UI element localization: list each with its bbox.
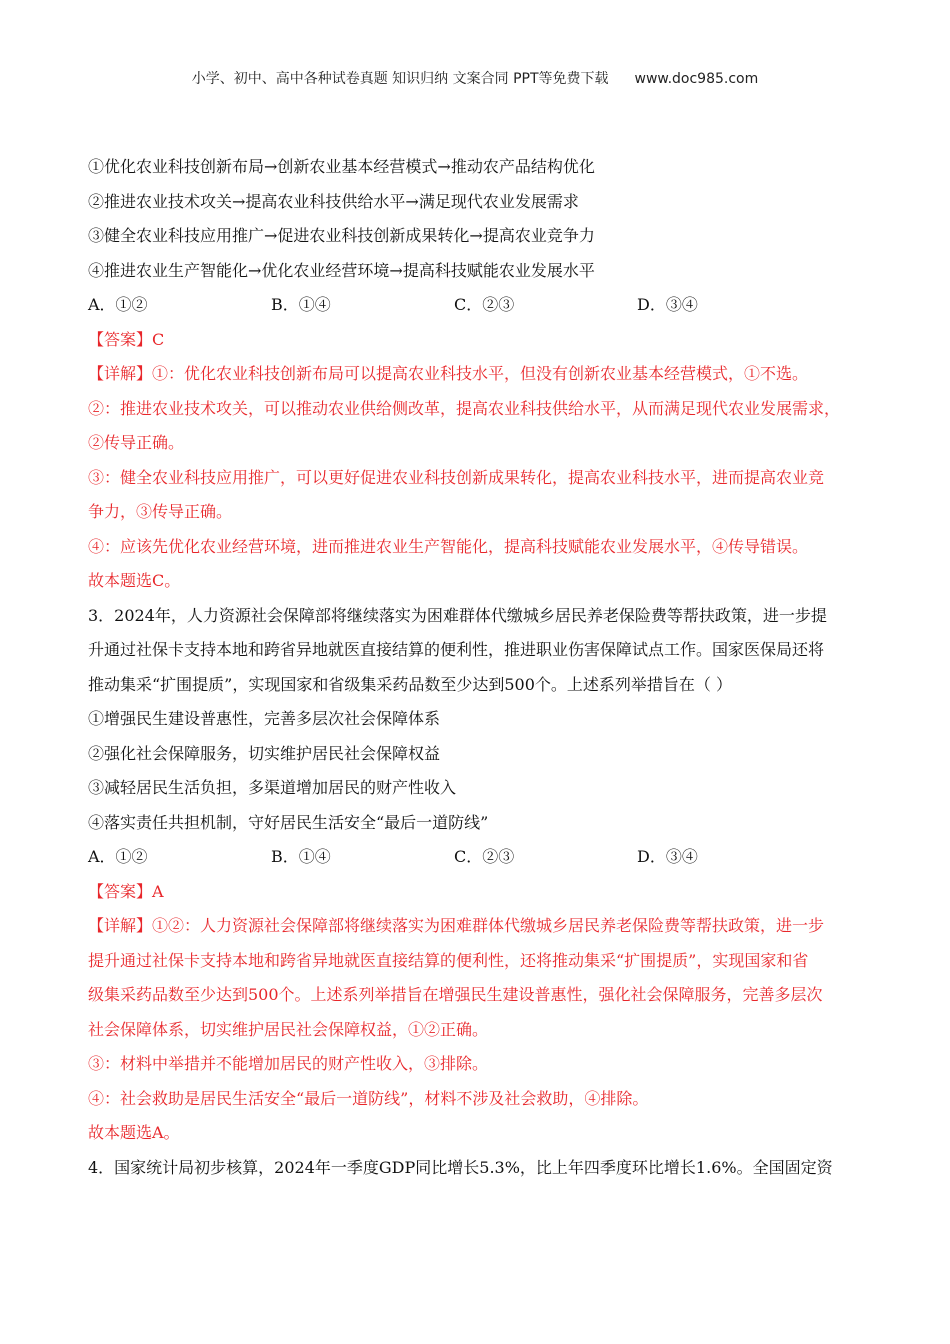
q2-detail-line-6: ④：应该先优化农业经营环境，进而推进农业生产智能化，提高科技赋能农业发展水平，④传导错误。 (88, 536, 809, 556)
q2-option-3: ③健全农业科技应用推广→促进农业科技创新成果转化→提高农业竞争力 (88, 226, 595, 245)
q3-option-3: ③减轻居民生活负担，多渠道增加居民的财产性收入 (88, 778, 457, 797)
q2-choice-c: C．②③ (454, 295, 515, 314)
q2-detail-line-3: ②传导正确。 (88, 433, 185, 452)
q3-detail-line-6: ④：社会救助是居民生活安全“最后一道防线”，材料不涉及社会救助，④排除。 (88, 1088, 649, 1108)
q3-detail-line-4: 社会保障体系，切实维护居民社会保障权益，①②正确。 (88, 1019, 489, 1039)
q3-choice-d: D．③④ (637, 847, 698, 866)
q3-option-2: ②强化社会保障服务，切实维护居民社会保障权益 (88, 743, 441, 763)
page-header (0, 68, 950, 88)
q2-detail-line-1: 【详解】①：优化农业科技创新布局可以提高农业科技水平，但没有创新农业基本经营模式，①不选。 (88, 364, 809, 383)
q2-option-4: ④推进农业生产智能化→优化农业经营环境→提高科技赋能农业发展水平 (88, 260, 595, 280)
q3-detail-line-3: 级集采药品数至少达到500个。上述系列举措旨在增强民生建设普惠性，强化社会保障服务，完善多层次 (88, 985, 823, 1004)
q3-stem-line-3: 推动集采“扩围提质”，实现国家和省级集采药品数至少达到500个。上述系列举措旨在（ ） (88, 674, 732, 694)
q3-choice-a: A．①② (88, 847, 148, 866)
q2-choice-d: D．③④ (637, 295, 698, 314)
q2-detail-line-2: ②：推进农业技术攻关，可以推动农业供给侧改革，提高农业科技供给水平，从而满足现代农业发展需求， (88, 398, 841, 418)
q3-detail-line-2: 提升通过社保卡支持本地和跨省异地就医直接结算的便利性，还将推动集采“扩围提质”，实现国家和省 (88, 950, 809, 970)
q2-choice-b: B．①④ (271, 295, 331, 314)
q3-stem-line-2: 升通过社保卡支持本地和跨省异地就医直接结算的便利性，推进职业伤害保障试点工作。国家医保局还将 (88, 640, 825, 659)
q3-answer: 【答案】A (88, 881, 164, 901)
q2-choices (88, 288, 868, 323)
q3-choices (88, 840, 868, 875)
q3-option-4: ④落实责任共担机制，守好居民生活安全“最后一道防线” (88, 812, 489, 832)
q2-detail-line-5: 争力，③传导正确。 (88, 502, 233, 521)
q2-option-2: ②推进农业技术攻关→提高农业科技供给水平→满足现代农业发展需求 (88, 191, 579, 211)
q2-choice-a: A．①② (88, 295, 148, 314)
q2-option-1: ①优化农业科技创新布局→创新农业基本经营模式→推动农产品结构优化 (88, 157, 595, 176)
page-content (88, 150, 868, 1185)
q4-stem-line-1: 4．国家统计局初步核算，2024年一季度GDP同比增长5.3%，比上年四季度环比增长1.6%。全国固定资 (88, 1157, 833, 1177)
q3-detail-line-5: ③：材料中举措并不能增加居民的财产性收入，③排除。 (88, 1054, 489, 1073)
q2-detail-line-4: ③：健全农业科技应用推广，可以更好促进农业科技创新成果转化，提高农业科技水平，进而提高农业竞 (88, 467, 825, 487)
q3-stem-line-1: 3．2024年，人力资源社会保障部将继续落实为困难群体代缴城乡居民养老保险费等帮扶政策，进一步提 (88, 605, 827, 625)
header-text: 小学、初中、高中各种试卷真题 知识归纳 文案合同 PPT等免费下载 (191, 71, 609, 87)
q3-option-1: ①增强民生建设普惠性，完善多层次社会保障体系 (88, 709, 441, 728)
q3-choice-b: B．①④ (271, 847, 331, 866)
header-url[interactable]: www.doc985.com (634, 71, 759, 87)
q3-conclusion: 故本题选A。 (88, 1123, 180, 1142)
q2-answer: 【答案】C (88, 329, 165, 349)
q3-detail-line-1: 【详解】①②：人力资源社会保障部将继续落实为困难群体代缴城乡居民养老保险费等帮扶政策，进一步 (88, 916, 825, 935)
q3-choice-c: C．②③ (454, 847, 515, 866)
q2-conclusion: 故本题选C。 (88, 571, 181, 590)
